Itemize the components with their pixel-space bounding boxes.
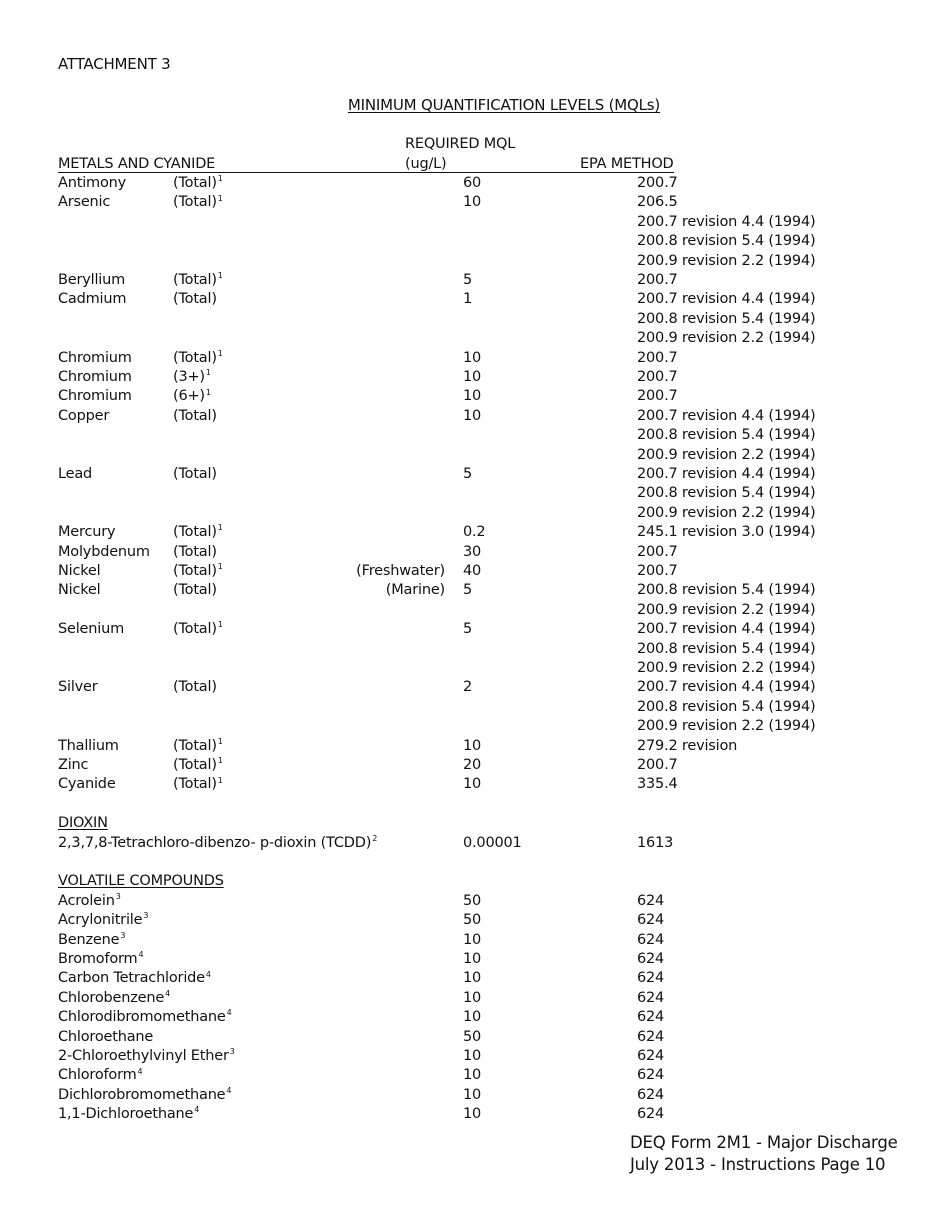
analyte-qualifier: (Total) <box>173 582 217 599</box>
analyte-name: Molybdenum <box>58 543 150 560</box>
epa-method-value: 279.2 revision <box>637 737 738 754</box>
analyte-qualifier: (Total)$^1$ <box>173 620 223 638</box>
analyte-name: Nickel <box>58 582 101 599</box>
footer-form-name: DEQ Form 2M1 - Major Discharge <box>630 1133 898 1152</box>
footnote-marker: 2 <box>372 833 378 843</box>
required-mql-value: 10 <box>463 931 482 948</box>
header-underline <box>58 172 674 173</box>
header-metals-cyanide: METALS AND CYANIDE <box>58 156 216 172</box>
epa-method-value: 200.9 revision 2.2 (1994) <box>637 660 816 676</box>
required-mql-value: 0.00001 <box>463 834 522 851</box>
analyte-qualifier: (Total) <box>173 543 217 560</box>
section-heading-dioxin: DIOXIN <box>58 815 108 832</box>
analyte-qualifier: (Total)$^1$ <box>173 562 223 579</box>
required-mql-value: 1 <box>463 291 473 308</box>
required-mql-value: 5 <box>463 582 473 599</box>
required-mql-value: 5 <box>463 466 473 482</box>
analyte-qualifier: $(3+)^1$ <box>173 368 211 385</box>
analyte-qualifier: (Total) <box>173 407 217 424</box>
analyte-name: Silver <box>58 679 98 696</box>
required-mql-value: 30 <box>463 543 482 560</box>
epa-method-value: 200.7 revision 4.4 (1994) <box>637 621 816 638</box>
epa-method-value: 200.7 revision 4.4 (1994) <box>637 407 816 424</box>
analyte-name: Zinc <box>58 757 89 773</box>
analyte-name: Lead <box>58 466 93 482</box>
footnote-marker: 1 <box>217 756 223 766</box>
epa-method-value: 624 <box>637 1028 665 1045</box>
footnote-marker: 3 <box>229 1047 235 1057</box>
epa-method-value: 200.8 revision 5.4 (1994) <box>637 485 816 502</box>
footnote-marker: 1 <box>217 348 223 358</box>
footnote-marker: 1 <box>205 368 211 378</box>
header-required-mql: REQUIRED MQL <box>405 136 516 152</box>
required-mql-value: 5 <box>463 621 473 638</box>
analyte-name: Nickel <box>58 563 101 579</box>
epa-method-value: 624 <box>637 892 665 909</box>
epa-method-value: 624 <box>637 1009 665 1026</box>
required-mql-value: 10 <box>463 1106 482 1123</box>
epa-method-value: 624 <box>637 989 665 1006</box>
epa-method-value: 624 <box>637 970 665 987</box>
epa-method-value: 200.9 revision 2.2 (1994) <box>637 252 816 269</box>
epa-method-value: 200.9 revision 2.2 (1994) <box>637 446 816 463</box>
footnote-marker: 1 <box>217 775 223 785</box>
analyte-qualifier: (Total)$^1$ <box>173 174 223 191</box>
epa-method-value: 200.7 <box>637 369 678 385</box>
footnote-marker: 3 <box>115 891 121 901</box>
analyte-name: Copper <box>58 407 110 424</box>
required-mql-value: 2 <box>463 679 473 696</box>
required-mql-value: 0.2 <box>463 524 486 541</box>
analyte-name: Cyanide <box>58 776 116 793</box>
epa-method-value: 206.5 <box>637 194 678 211</box>
required-mql-value: 10 <box>463 369 482 385</box>
epa-method-value: 624 <box>637 931 665 948</box>
section-heading-volatile: VOLATILE COMPOUNDS <box>58 873 224 890</box>
required-mql-value: 40 <box>463 563 482 579</box>
epa-method-value: 245.1 revision 3.0 (1994) <box>637 524 816 541</box>
footnote-marker: 4 <box>138 950 144 960</box>
required-mql-value: 10 <box>463 407 482 424</box>
footnote-marker: 1 <box>217 562 223 572</box>
analyte-name: 2-Chloroethylvinyl Ether$^3$ <box>58 1047 235 1064</box>
page-title <box>0 96 950 115</box>
required-mql-value: 60 <box>463 175 482 191</box>
analyte-name: Benzene$^3$ <box>58 930 126 948</box>
footnote-marker: 4 <box>137 1066 143 1076</box>
header-epa-method: EPA METHOD <box>580 156 674 172</box>
epa-method-value: 624 <box>637 1086 665 1103</box>
analyte-qualifier: (Total)$^1$ <box>173 271 223 288</box>
epa-method-value: 200.9 revision 2.2 (1994) <box>637 718 816 735</box>
analyte-name: Chloroform$^4$ <box>58 1066 143 1084</box>
epa-method-value: 200.8 revision 5.4 (1994) <box>637 233 816 250</box>
page-title-text: MINIMUM QUANTIFICATION LEVELS (MQLs) <box>347 96 661 114</box>
epa-method-value: 200.9 revision 2.2 (1994) <box>637 504 816 521</box>
required-mql-value: 10 <box>463 1086 482 1103</box>
footnote-marker: 4 <box>205 969 211 979</box>
epa-method-value: 624 <box>637 912 665 929</box>
analyte-qualifier: (Total)$^1$ <box>173 736 223 754</box>
epa-method-value: 200.7 <box>637 349 678 366</box>
epa-method-value: 200.9 revision 2.2 (1994) <box>637 330 816 347</box>
analyte-qualifier: (Total)$^1$ <box>173 523 223 541</box>
analyte-name: Bromoform$^4$ <box>58 950 144 967</box>
analyte-qualifier: (Total)$^1$ <box>173 756 223 773</box>
analyte-name: Chlorodibromomethane$^4$ <box>58 1008 232 1026</box>
header-units: (ug/L) <box>405 156 447 172</box>
analyte-name: Selenium <box>58 621 125 638</box>
footnote-marker: 1 <box>217 523 223 533</box>
footnote-marker: 4 <box>165 988 170 998</box>
footnote-marker: 1 <box>217 271 223 281</box>
epa-method-value: 1613 <box>637 834 674 851</box>
analyte-qualifier: (Total)$^1$ <box>173 348 223 366</box>
epa-method-value: 200.8 revision 5.4 (1994) <box>637 640 816 657</box>
epa-method-value: 200.7 revision 4.4 (1994) <box>637 679 816 696</box>
required-mql-value: 10 <box>463 388 482 405</box>
epa-method-value: 200.7 <box>637 757 678 773</box>
required-mql-value: 10 <box>463 1009 482 1026</box>
footnote-marker: 3 <box>120 930 126 940</box>
analyte-name: Chromium <box>58 349 132 366</box>
required-mql-value: 10 <box>463 989 482 1006</box>
analyte-qualifier: (Total)$^1$ <box>173 775 223 793</box>
analyte-name: Antimony <box>58 175 126 191</box>
analyte-name: 1,1-Dichloroethane$^4$ <box>58 1105 200 1123</box>
required-mql-value: 50 <box>463 892 482 909</box>
epa-method-value: 200.9 revision 2.2 (1994) <box>637 601 816 618</box>
analyte-name: Beryllium <box>58 272 126 288</box>
footnote-marker: 1 <box>217 620 223 630</box>
water-type-note: (Freshwater) <box>356 563 445 579</box>
analyte-name: Chromium <box>58 369 132 385</box>
analyte-qualifier: (Total)$^1$ <box>173 193 223 211</box>
analyte-name: Chloroethane <box>58 1028 154 1045</box>
epa-method-value: 335.4 <box>637 776 678 793</box>
analyte-name: Thallium <box>58 737 119 754</box>
footnote-marker: 3 <box>143 911 149 921</box>
required-mql-value: 10 <box>463 776 482 793</box>
analyte-qualifier: (Total) <box>173 466 217 482</box>
required-mql-value: 5 <box>463 272 473 288</box>
analyte-name: 2,3,7,8-Tetrachloro-dibenzo- p-dioxin (TCDD)$^2$ <box>58 833 378 851</box>
epa-method-value: 200.7 <box>637 388 678 405</box>
required-mql-value: 10 <box>463 194 482 211</box>
epa-method-value: 200.8 revision 5.4 (1994) <box>637 582 816 599</box>
footnote-marker: 4 <box>226 1008 232 1018</box>
epa-method-value: 200.7 <box>637 563 678 579</box>
epa-method-value: 200.7 revision 4.4 (1994) <box>637 291 816 308</box>
analyte-name: Chromium <box>58 388 132 405</box>
footnote-marker: 1 <box>217 193 223 203</box>
epa-method-value: 200.8 revision 5.4 (1994) <box>637 310 816 327</box>
epa-method-value: 200.7 <box>637 543 678 560</box>
required-mql-value: 20 <box>463 757 482 773</box>
required-mql-value: 50 <box>463 1028 482 1045</box>
analyte-name: Dichlorobromomethane$^4$ <box>58 1085 232 1103</box>
epa-method-value: 624 <box>637 1048 665 1064</box>
analyte-qualifier: (Total) <box>173 291 217 308</box>
required-mql-value: 10 <box>463 349 482 366</box>
attachment-label: ATTACHMENT 3 <box>58 55 171 73</box>
epa-method-value: 200.7 <box>637 175 678 191</box>
epa-method-value: 624 <box>637 951 665 967</box>
epa-method-value: 624 <box>637 1067 665 1084</box>
analyte-name: Cadmium <box>58 291 127 308</box>
footnote-marker: 1 <box>217 174 223 184</box>
footnote-marker: 1 <box>205 387 211 397</box>
analyte-qualifier: (Total) <box>173 679 217 696</box>
footer-date-page: July 2013 - Instructions Page 10 <box>630 1155 886 1174</box>
required-mql-value: 10 <box>463 951 482 967</box>
analyte-name: Acrolein$^3$ <box>58 891 121 909</box>
analyte-name: Arsenic <box>58 194 111 211</box>
epa-method-value: 200.7 <box>637 272 678 288</box>
epa-method-value: 200.7 revision 4.4 (1994) <box>637 466 816 482</box>
epa-method-value: 200.7 revision 4.4 (1994) <box>637 213 816 230</box>
analyte-name: Carbon Tetrachloride$^4$ <box>58 969 211 987</box>
epa-method-value: 624 <box>637 1106 665 1123</box>
analyte-name: Acrylonitrile$^3$ <box>58 911 149 929</box>
footnote-marker: 4 <box>226 1085 232 1095</box>
required-mql-value: 10 <box>463 1048 482 1064</box>
analyte-name: Chlorobenzene$^4$ <box>58 988 170 1006</box>
required-mql-value: 10 <box>463 970 482 987</box>
analyte-name: Mercury <box>58 524 116 541</box>
footnote-marker: 4 <box>194 1105 200 1115</box>
required-mql-value: 10 <box>463 1067 482 1084</box>
required-mql-value: 50 <box>463 912 482 929</box>
required-mql-value: 10 <box>463 737 482 754</box>
water-type-note: (Marine) <box>385 582 445 599</box>
epa-method-value: 200.8 revision 5.4 (1994) <box>637 698 816 715</box>
footnote-marker: 1 <box>217 736 223 746</box>
analyte-qualifier: $(6+)^1$ <box>173 387 211 405</box>
epa-method-value: 200.8 revision 5.4 (1994) <box>637 427 816 444</box>
